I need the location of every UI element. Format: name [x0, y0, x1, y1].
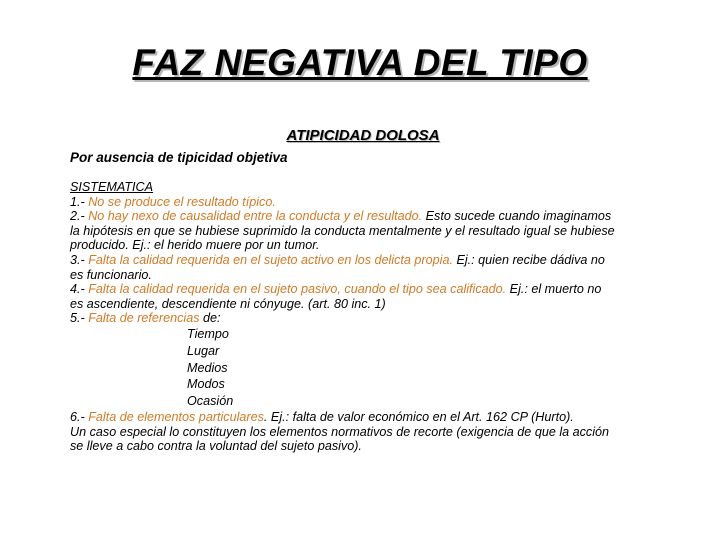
sub-item-ocasion: Ocasión	[187, 394, 234, 409]
item-text: Esto sucede cuando imaginamos	[422, 209, 612, 224]
list-item-2-line-2: la hipótesis en que se hubiese suprimido la conducta mentalmente y el resultado igual se hubiese	[70, 223, 615, 238]
item-number: 1.-	[70, 194, 89, 209]
section-heading: SISTEMATICA	[70, 180, 154, 194]
item-number: 2.-	[70, 209, 89, 224]
item-highlight: Falta de elementos particulares	[88, 409, 264, 424]
item-text: de:	[199, 311, 221, 326]
item-highlight: Falta la calidad requerida en el sujeto activo en los delicta propia.	[88, 252, 453, 267]
list-item-3	[70, 253, 685, 268]
item-highlight: No se produce el resultado típico.	[88, 194, 276, 209]
sub-item-tiempo: Tiempo	[187, 326, 229, 341]
item-text: Ej.: el muerto no	[506, 282, 602, 297]
list-item-5	[70, 311, 685, 326]
list-item-1	[70, 195, 685, 210]
list-item-2-line-3: producido. Ej.: el herido muere por un tumor.	[70, 238, 320, 253]
sub-item-lugar: Lugar	[187, 343, 220, 358]
item-number: 5.-	[70, 311, 89, 326]
item-highlight: Falta la calidad requerida en el sujeto pasivo, cuando el tipo sea calificado.	[88, 282, 507, 297]
item-number: 6.-	[70, 409, 89, 424]
item-number: 3.-	[70, 252, 89, 267]
list-item-4-line-2: es ascendiente, descendiente ni cónyuge. (art. 80 inc. 1)	[70, 296, 386, 311]
list-item-6-line-3: se lleve a cabo contra la voluntad del sujeto pasivo).	[70, 439, 362, 454]
sub-item-modos: Modos	[187, 377, 225, 392]
item-highlight: Falta de referencias	[88, 311, 200, 326]
sub-item-medios: Medios	[187, 360, 228, 375]
list-item-3-line-2: es funcionario.	[70, 267, 152, 282]
slide-title: FAZ NEGATIVA DEL TIPO	[132, 42, 588, 83]
item-text: . Ej.: falta de valor económico en el Art. 162 CP (Hurto).	[263, 409, 574, 424]
slide-body	[70, 180, 685, 454]
item-text: Ej.: quien recibe dádiva no	[452, 252, 605, 267]
list-item-4	[70, 282, 685, 297]
list-item-2	[70, 209, 685, 224]
list-item-6-line-2: Un caso especial lo constituyen los elementos normativos de recorte (exigencia de que la acción	[70, 424, 610, 439]
list-item-6	[70, 410, 685, 425]
item-number: 4.-	[70, 282, 89, 297]
slide-subtitle: ATIPICIDAD DOLOSA	[286, 127, 440, 144]
item-highlight: No hay nexo de causalidad entre la conducta y el resultado.	[88, 209, 423, 224]
intro-text: Por ausencia de tipicidad objetiva	[70, 150, 288, 165]
